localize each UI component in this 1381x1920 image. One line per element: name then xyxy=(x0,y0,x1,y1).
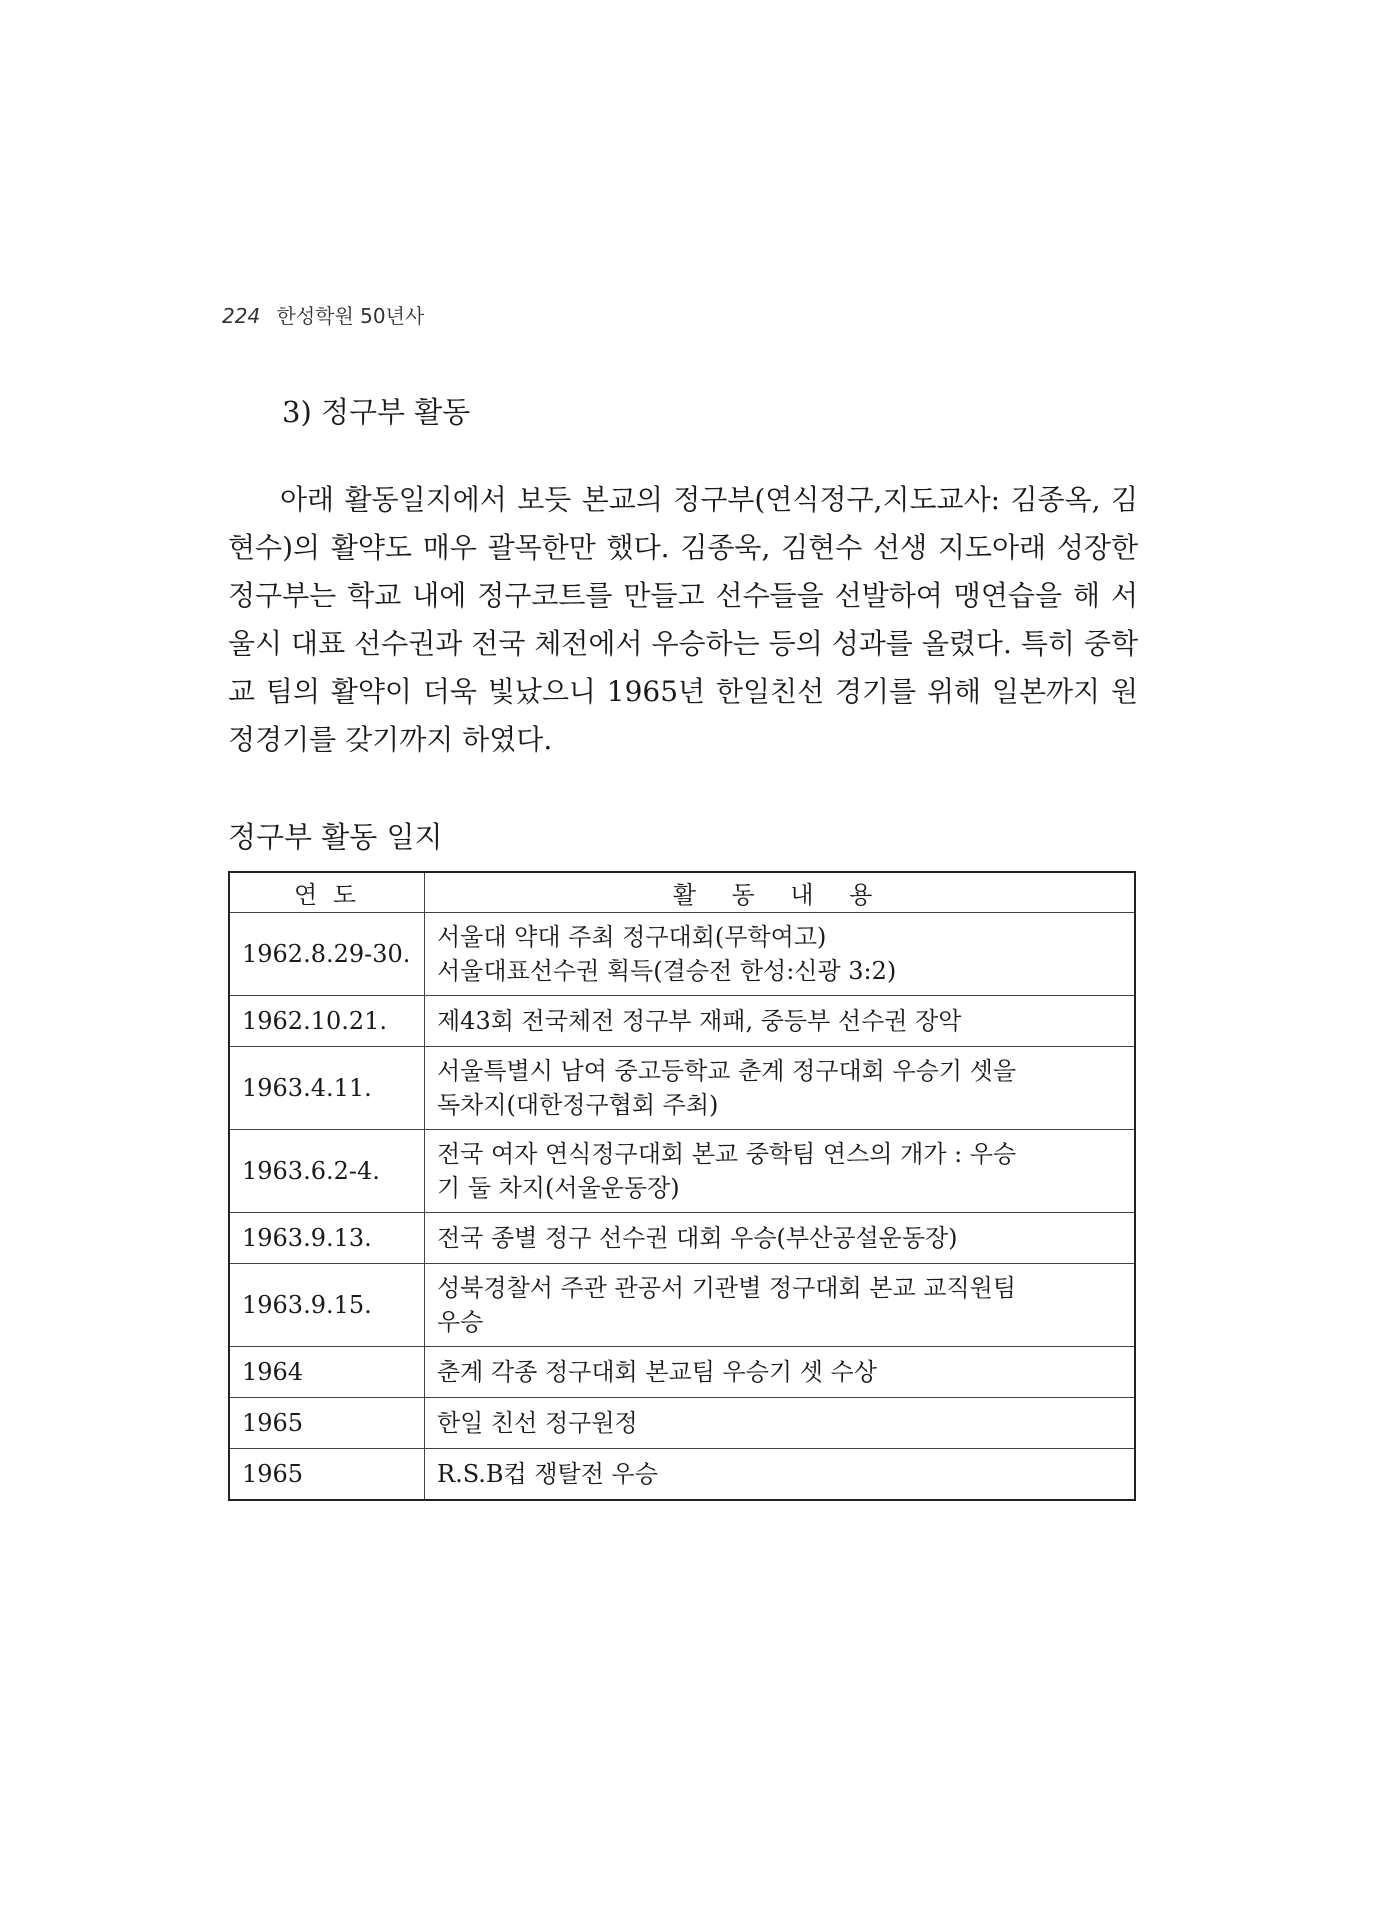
content-line: 서울대표선수권 획득(결승전 한성:신광 3:2) xyxy=(437,957,897,985)
body-paragraph: 아래 활동일지에서 보듯 본교의 정구부(연식정구,지도교사: 김종옥, 김현수)의 활약도 매우 괄목한만 했다. 김종욱, 김현수 선생 지도아래 성장한 정구부는 학교 내에 정구코트를 만들고 선수들을 선발하여 맹연습을 해 서울시 대표 선수권과 전국 체전에서 우승하는 등의 성과를 올렸다. 특히 중학교 팀의 활약이 더욱 빛났으니 1965년 한일친선 경기를 위해 일본까지 원정경기를 갖기까지 하였다. xyxy=(228,483,1138,756)
content-line: 전국 종별 정구 선수권 대회 우승(부산공설운동장) xyxy=(437,1224,958,1252)
page-number: 224 xyxy=(222,304,261,328)
content-line: 기 둘 차지(서울운동장) xyxy=(437,1174,680,1202)
table-row xyxy=(229,913,1135,996)
content-line: 독차지(대한정구협회 주최) xyxy=(437,1091,719,1119)
table-row xyxy=(229,1047,1135,1130)
header-content: 활 동 내 용 xyxy=(425,872,1136,913)
content-cell xyxy=(425,1213,1136,1264)
content-line: 우승 xyxy=(437,1308,484,1336)
book-title: 한성학원 50년사 xyxy=(276,304,425,328)
year-cell: 1965 xyxy=(229,1398,425,1449)
activity-log-table xyxy=(228,871,1136,1501)
section-title: 3) 정구부 활동 xyxy=(282,395,471,429)
table-row xyxy=(229,1449,1135,1501)
table-row xyxy=(229,1264,1135,1347)
content-line: 한일 친선 정구원정 xyxy=(437,1409,638,1437)
table-row xyxy=(229,1398,1135,1449)
year-cell: 1964 xyxy=(229,1347,425,1398)
page-header xyxy=(222,300,424,329)
content-line: R.S.B컵 쟁탈전 우승 xyxy=(437,1460,658,1488)
content-line: 전국 여자 연식정구대회 본교 중학팀 연스의 개가 : 우승 xyxy=(437,1140,1017,1168)
year-cell: 1962.10.21. xyxy=(229,996,425,1047)
content-cell xyxy=(425,1047,1136,1130)
content-line: 제43회 전국체전 정구부 재패, 중등부 선수권 장악 xyxy=(437,1007,962,1035)
content-cell xyxy=(425,996,1136,1047)
content-cell xyxy=(425,913,1136,996)
header-year: 연 도 xyxy=(229,872,425,913)
table-row xyxy=(229,1347,1135,1398)
year-cell: 1965 xyxy=(229,1449,425,1501)
content-line: 서울특별시 남여 중고등학교 춘계 정구대회 우승기 셋을 xyxy=(437,1057,1017,1085)
year-cell: 1962.8.29-30. xyxy=(229,913,425,996)
content-cell xyxy=(425,1449,1136,1501)
year-cell: 1963.9.13. xyxy=(229,1213,425,1264)
content-line: 춘계 각종 정구대회 본교팀 우승기 셋 수상 xyxy=(437,1358,877,1386)
content-cell xyxy=(425,1130,1136,1213)
table-header-row xyxy=(229,872,1135,913)
year-cell: 1963.6.2-4. xyxy=(229,1130,425,1213)
table-caption: 정구부 활동 일지 xyxy=(228,820,443,854)
content-cell xyxy=(425,1398,1136,1449)
content-cell xyxy=(425,1264,1136,1347)
table-row xyxy=(229,996,1135,1047)
table-row xyxy=(229,1130,1135,1213)
year-cell: 1963.9.15. xyxy=(229,1264,425,1347)
content-line: 성북경찰서 주관 관공서 기관별 정구대회 본교 교직원팀 xyxy=(437,1274,1017,1302)
table-row xyxy=(229,1213,1135,1264)
content-cell xyxy=(425,1347,1136,1398)
content-line: 서울대 약대 주최 정구대회(무학여고) xyxy=(437,923,827,951)
year-cell: 1963.4.11. xyxy=(229,1047,425,1130)
